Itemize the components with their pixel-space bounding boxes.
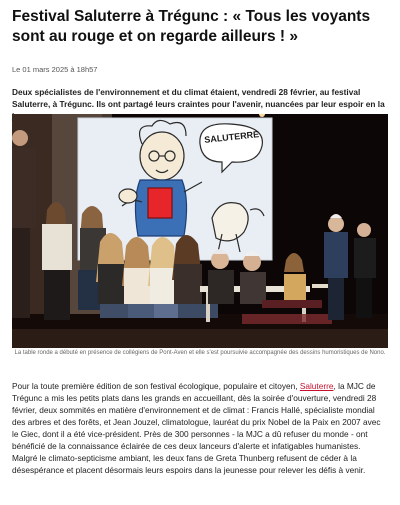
publication-date: Le 01 mars 2025 à 18h57 <box>12 65 98 74</box>
screen-speech-bubble-text: SALUTERRE <box>203 129 260 145</box>
body-intro: Pour la toute première édition de son festival écologique, populaire et citoyen, <box>12 381 300 391</box>
article-body <box>12 380 388 476</box>
article-photo[interactable] <box>12 114 388 348</box>
article-lead: Deux spécialistes de l'environnement et du climat étaient, vendredi 28 février, au festival Saluterre, à Trégunc. Ils ont partagé leurs craintes pour l'avenir, nuancées par leur espoir en la <box>12 87 385 109</box>
body-rest: , la MJC de Trégunc a mis les petits plats dans les grands en accueillant, dès la soirée d'ouverture, vendredi 28 février, deux sommités en matière d'environnement et de climat : Francis Hallé, spécialiste mondial des arbres et des forêts, et Jean Jouzel, climatologue, lauréat du prix Nobel de la Paix en 2007 avec le Giec, dont il a été vice-président. Près de 300 personnes - la MJC a dû refuser du monde - ont bénéficié de la connaissance éclairée de ces deux lanceurs d'alerte et infatigables humanistes. Malgré le climato-septicisme ambiant, les deux fans de Greta Thunberg refusent de céder à la désespérance et placent désormais leurs espoirs dans la jeunesse pour relever les défis à venir. <box>12 381 381 475</box>
photo-caption: La table ronde a débuté en présence de collégiens de Pont-Aven et elle s'est poursuivie accompagnée des dessins humoristiques de Nono. <box>14 350 386 356</box>
saluterre-link[interactable]: Saluterre <box>299 381 334 391</box>
stage-photo-illustration <box>12 114 388 348</box>
article-title: Festival Saluterre à Trégunc : « Tous les voyants sont au rouge et on regarde ailleurs ! » <box>12 8 371 45</box>
